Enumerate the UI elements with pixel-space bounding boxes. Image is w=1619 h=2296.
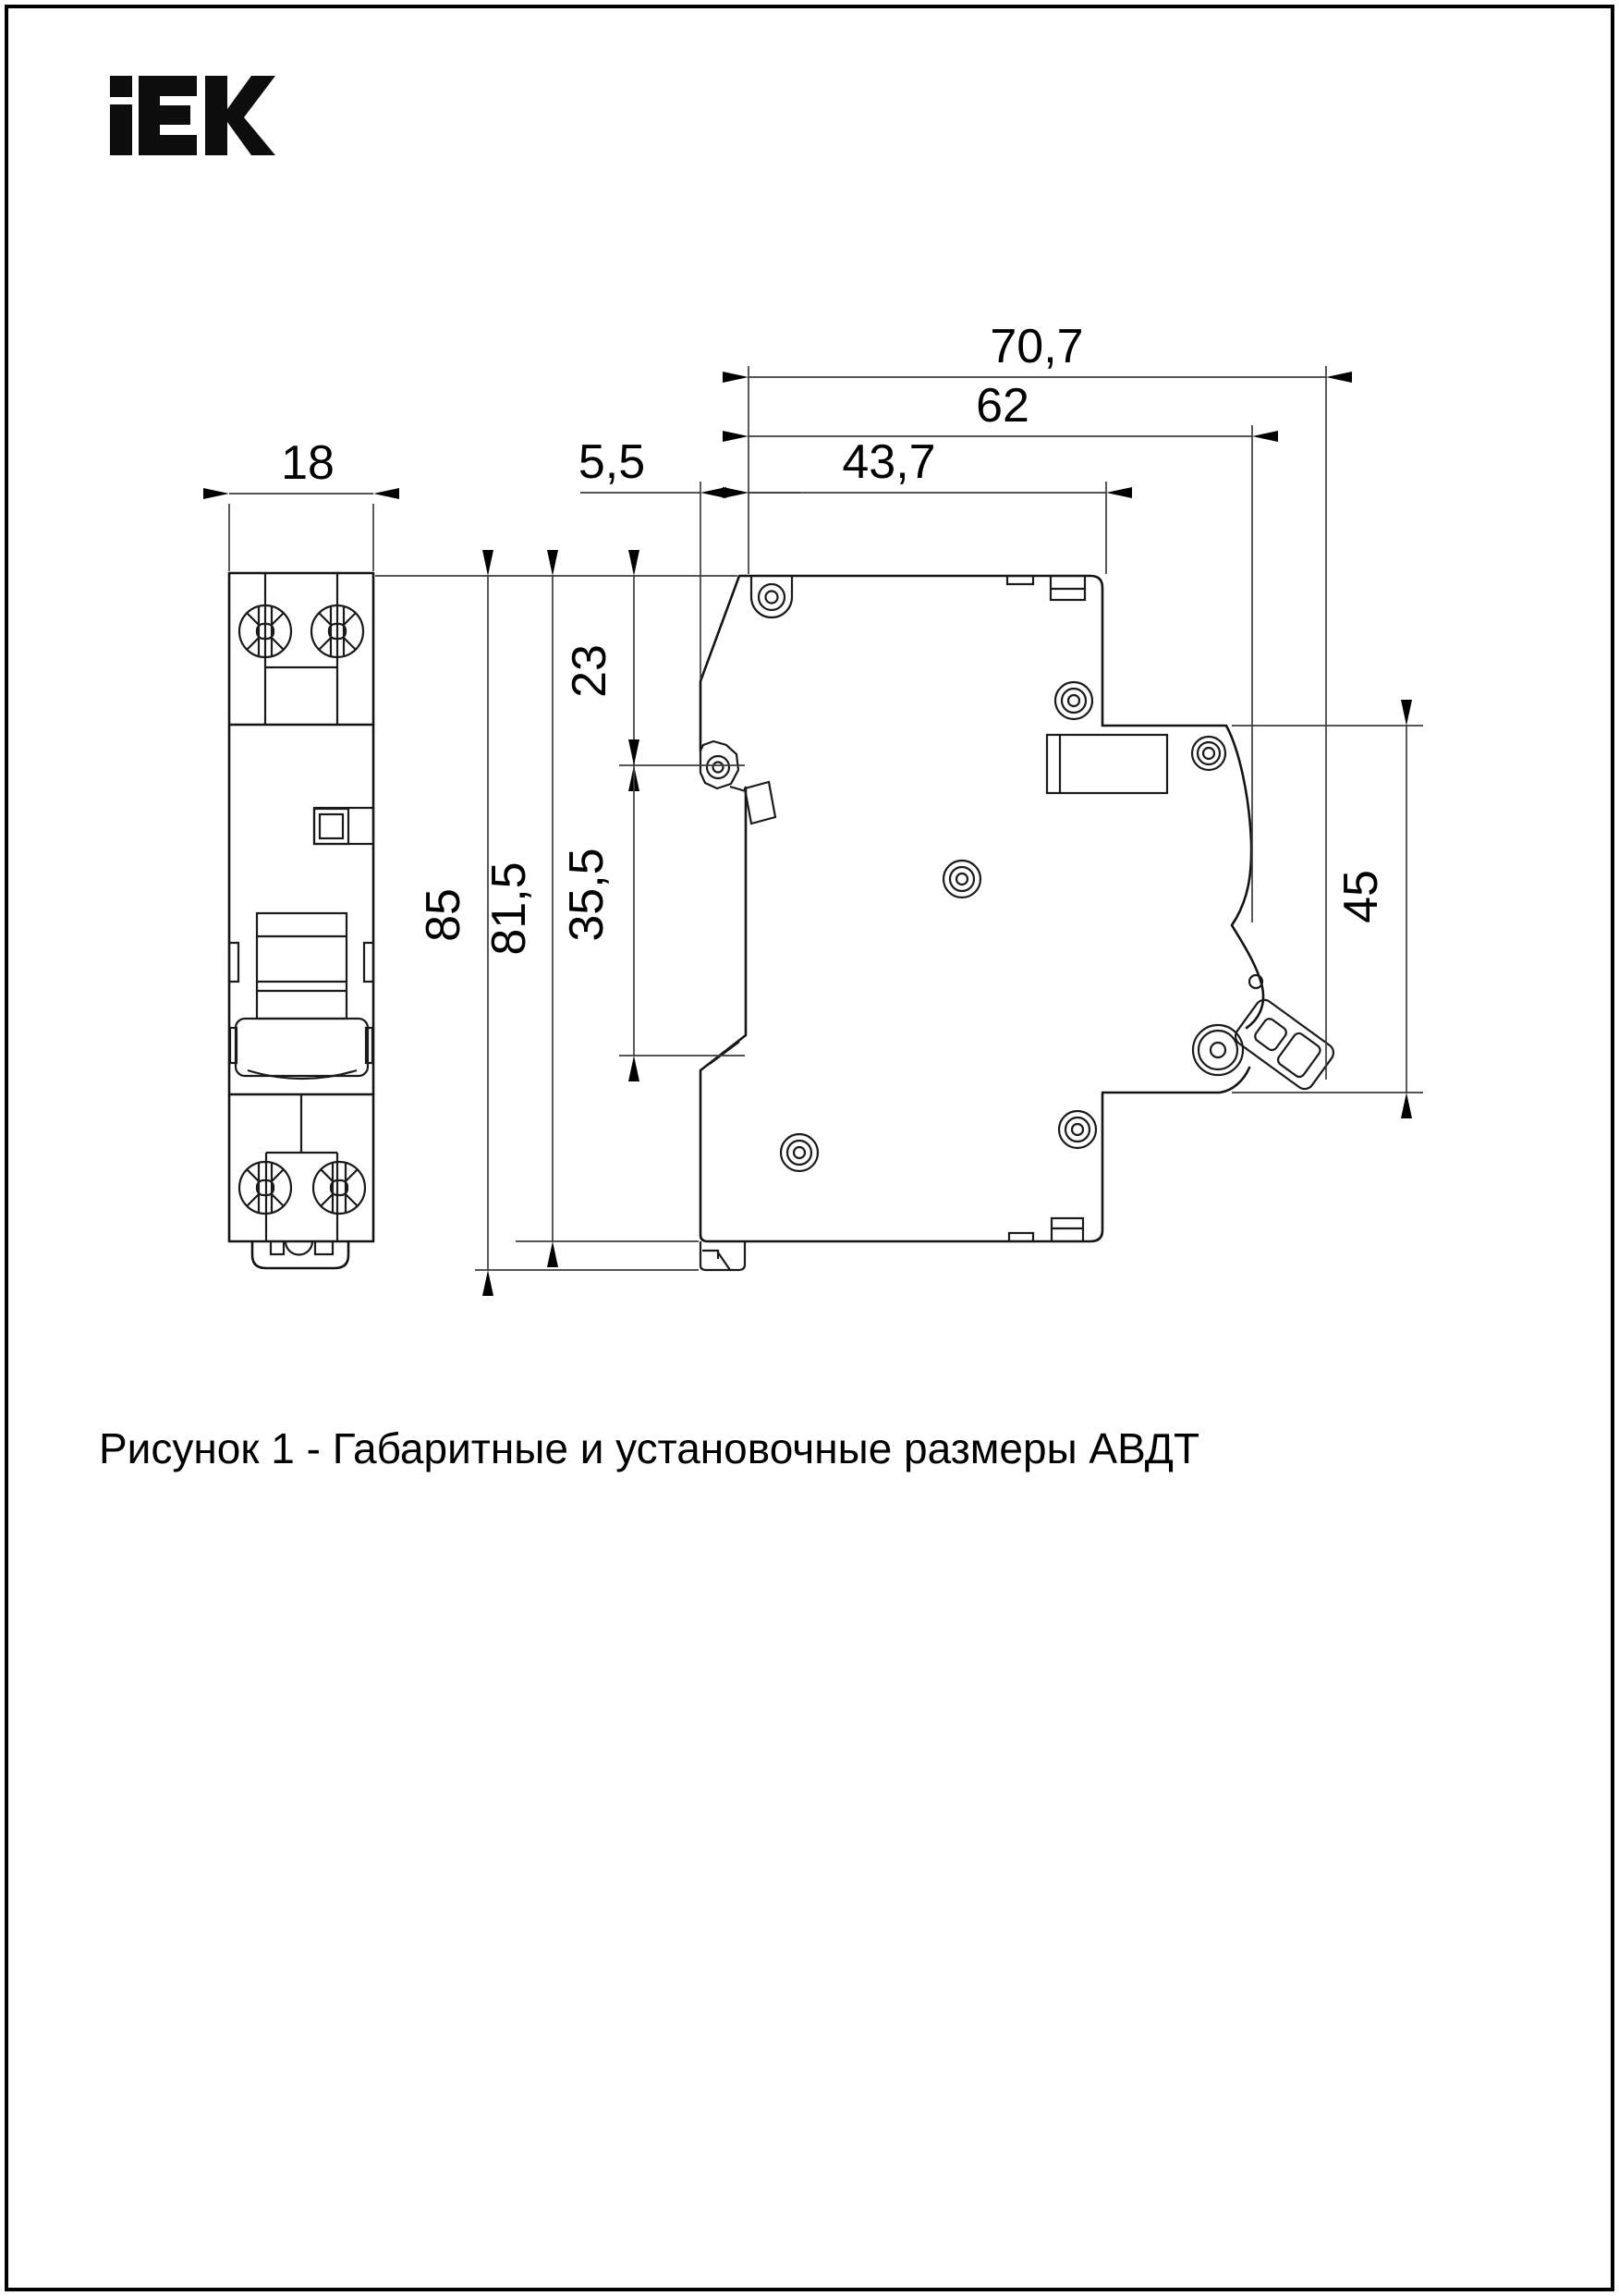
test-button: [314, 808, 373, 844]
dim-depth-to-clip: [749, 379, 1252, 436]
bottom-claw-small: [1009, 1233, 1033, 1241]
iek-logo: [110, 76, 275, 155]
dim-module-width: [229, 436, 373, 571]
dim-label-recess-height: 35,5: [560, 848, 614, 942]
dim-label-front-recess: 5,5: [578, 435, 646, 489]
din-clip-front: [252, 1241, 348, 1268]
rivet-center: [943, 861, 980, 898]
dim-label-top-to-recess: 23: [563, 644, 616, 698]
lever-tip: [745, 782, 775, 824]
din-clip-side: [1193, 975, 1337, 1093]
dim-front-recess: [578, 435, 800, 493]
dim-top-to-recess: [563, 576, 634, 765]
dim-recess-height: [560, 765, 634, 1056]
logo-i-stem: [110, 104, 132, 155]
dim-label-overall-height: 85: [417, 888, 470, 942]
dim-body-height: [482, 576, 553, 1241]
side-outline-top: [700, 576, 1263, 1028]
dim-din-zone: [1334, 726, 1406, 1093]
front-view: [229, 573, 373, 1268]
dim-label-din-zone: 45: [1334, 870, 1388, 923]
rivet-bottom-left: [781, 1134, 818, 1171]
rivet-top-left: [751, 576, 792, 617]
dim-label-upper-depth: 43,7: [842, 435, 936, 489]
rivet-bottom-mid: [1059, 1111, 1096, 1148]
rivet-upper-right: [1055, 682, 1092, 719]
logo-i-dot: [110, 76, 132, 97]
figure-caption: Рисунок 1 - Габаритные и установочные размеры АВДТ: [99, 1424, 1200, 1472]
dim-overall-depth: [749, 320, 1326, 377]
rivet-right: [1192, 737, 1225, 770]
dim-label-overall-depth: 70,7: [990, 320, 1084, 373]
bottom-claw-large: [1052, 1218, 1083, 1241]
dim-label-depth-to-clip: 62: [976, 379, 1029, 433]
side-view: [700, 576, 1337, 1270]
terminal-screw-bottom-right: [313, 1162, 365, 1214]
clip-foot: [700, 1241, 745, 1270]
toggle-lever: [229, 913, 373, 1079]
din-clip-pull-tab: [1232, 996, 1337, 1093]
din-rail-seat: [1047, 735, 1167, 793]
pivot-lug: [700, 741, 746, 791]
dim-overall-height: [417, 576, 488, 1270]
logo-k: [205, 76, 275, 155]
side-outline-bottom: [700, 788, 1249, 1241]
logo-e: [139, 76, 197, 155]
top-claw-small: [1007, 576, 1033, 584]
top-claw-large: [1051, 576, 1085, 600]
dim-label-module-width: 18: [281, 436, 335, 490]
dimension-lines: [229, 320, 1423, 1270]
dim-upper-depth: [749, 435, 1106, 493]
dim-label-body-height: 81,5: [482, 861, 536, 956]
